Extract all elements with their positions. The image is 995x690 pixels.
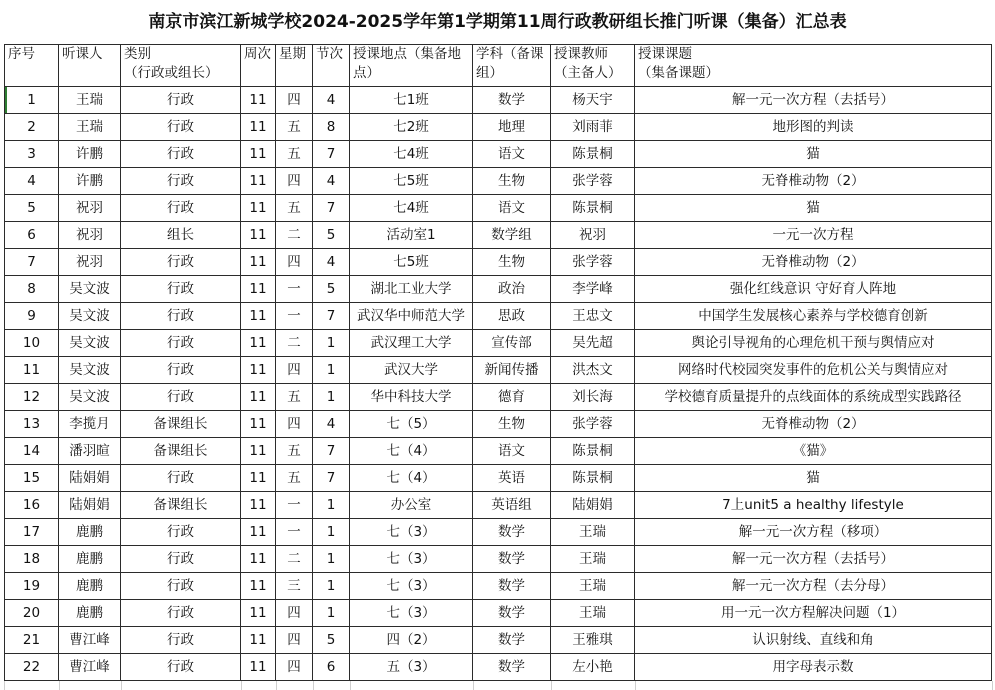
- table-cell[interactable]: 武汉大学: [350, 357, 473, 384]
- table-cell[interactable]: 四: [276, 168, 313, 195]
- table-cell[interactable]: 一: [276, 303, 313, 330]
- table-cell[interactable]: 7: [313, 141, 350, 168]
- table-cell[interactable]: 猫: [635, 465, 992, 492]
- table-cell[interactable]: 四: [276, 411, 313, 438]
- table-cell[interactable]: 武汉理工大学: [350, 330, 473, 357]
- table-cell[interactable]: 三: [276, 573, 313, 600]
- table-cell[interactable]: 11: [241, 87, 276, 114]
- table-cell[interactable]: 10: [5, 330, 59, 357]
- table-cell[interactable]: 5: [313, 222, 350, 249]
- table-cell[interactable]: 陈景桐: [551, 465, 635, 492]
- table-cell[interactable]: 吴文波: [59, 330, 121, 357]
- table-cell[interactable]: 七4班: [350, 141, 473, 168]
- table-cell[interactable]: 二: [276, 546, 313, 573]
- table-cell[interactable]: 四: [276, 627, 313, 654]
- table-cell[interactable]: 祝羽: [59, 222, 121, 249]
- table-cell[interactable]: 11: [241, 276, 276, 303]
- table-cell[interactable]: 德育: [473, 384, 551, 411]
- table-cell[interactable]: 王瑞: [59, 87, 121, 114]
- table-cell[interactable]: 王雅琪: [551, 627, 635, 654]
- table-cell[interactable]: 英语: [473, 465, 551, 492]
- header-cell[interactable]: 序号: [5, 45, 59, 87]
- table-cell[interactable]: 行政: [121, 573, 241, 600]
- table-cell[interactable]: 21: [5, 627, 59, 654]
- header-row: [5, 45, 992, 87]
- table-cell[interactable]: 6: [5, 222, 59, 249]
- table-cell[interactable]: 吴文波: [59, 384, 121, 411]
- table-cell[interactable]: 七4班: [350, 195, 473, 222]
- table-cell[interactable]: 1: [313, 384, 350, 411]
- table-cell[interactable]: 行政: [121, 384, 241, 411]
- table-cell[interactable]: 6: [313, 654, 350, 681]
- table-cell[interactable]: 七1班: [350, 87, 473, 114]
- table-cell[interactable]: 吴文波: [59, 276, 121, 303]
- table-cell[interactable]: 4: [313, 249, 350, 276]
- table-cell[interactable]: 七（5）: [350, 411, 473, 438]
- table-cell[interactable]: 行政: [121, 519, 241, 546]
- table-cell[interactable]: 一: [276, 276, 313, 303]
- table-row: [5, 168, 992, 195]
- table-cell[interactable]: 猫: [635, 195, 992, 222]
- table-cell[interactable]: 七（4）: [350, 438, 473, 465]
- table-cell[interactable]: 11: [241, 411, 276, 438]
- table-cell[interactable]: 7: [313, 303, 350, 330]
- table-cell[interactable]: 11: [241, 600, 276, 627]
- table-cell[interactable]: 行政: [121, 168, 241, 195]
- table-cell[interactable]: 4: [313, 411, 350, 438]
- table-cell[interactable]: 1: [313, 519, 350, 546]
- table-cell[interactable]: 行政: [121, 654, 241, 681]
- table-cell[interactable]: 11: [241, 627, 276, 654]
- table-cell[interactable]: 王忠文: [551, 303, 635, 330]
- table-cell[interactable]: 行政: [121, 303, 241, 330]
- table-cell[interactable]: 3: [5, 141, 59, 168]
- header-cell[interactable]: 授课课题 （集备课题）: [635, 45, 992, 87]
- table-cell[interactable]: 1: [313, 492, 350, 519]
- table-cell[interactable]: 行政: [121, 465, 241, 492]
- table-cell[interactable]: 思政: [473, 303, 551, 330]
- table-cell[interactable]: 湖北工业大学: [350, 276, 473, 303]
- table-cell[interactable]: 生物: [473, 249, 551, 276]
- table-cell[interactable]: 猫: [635, 141, 992, 168]
- table-cell[interactable]: 陈景桐: [551, 141, 635, 168]
- table-cell[interactable]: 11: [241, 303, 276, 330]
- table-cell[interactable]: 舆论引导视角的心理危机干预与舆情应对: [635, 330, 992, 357]
- table-cell[interactable]: 行政: [121, 249, 241, 276]
- table-cell[interactable]: 四: [276, 600, 313, 627]
- table-cell[interactable]: 11: [241, 357, 276, 384]
- next-empty-row: [4, 681, 992, 690]
- table-cell[interactable]: 杨天宇: [551, 87, 635, 114]
- table-cell[interactable]: 1: [313, 357, 350, 384]
- table-row: [5, 519, 992, 546]
- table-cell[interactable]: 华中科技大学: [350, 384, 473, 411]
- table-cell[interactable]: 备课组长: [121, 438, 241, 465]
- table-cell[interactable]: 18: [5, 546, 59, 573]
- table-cell[interactable]: 12: [5, 384, 59, 411]
- sheet-title: 南京市滨江新城学校2024-2025学年第1学期第11周行政教研组长推门听课（集备）汇总表: [148, 12, 847, 32]
- table-row: [5, 357, 992, 384]
- table-row: [5, 330, 992, 357]
- table-cell[interactable]: 解一元一次方程（去分母）: [635, 573, 992, 600]
- table-cell[interactable]: 四: [276, 249, 313, 276]
- table-cell[interactable]: 11: [241, 438, 276, 465]
- table-cell[interactable]: 语文: [473, 195, 551, 222]
- table-cell[interactable]: 五: [276, 141, 313, 168]
- table-cell[interactable]: 14: [5, 438, 59, 465]
- table-cell[interactable]: 武汉华中师范大学: [350, 303, 473, 330]
- table-cell[interactable]: 11: [241, 249, 276, 276]
- table-cell[interactable]: 9: [5, 303, 59, 330]
- table-cell[interactable]: 11: [241, 465, 276, 492]
- header-cell[interactable]: 周次: [241, 45, 276, 87]
- table-cell[interactable]: 解一元一次方程（去括号）: [635, 546, 992, 573]
- table-cell[interactable]: 7上unit5 a healthy lifestyle: [635, 492, 992, 519]
- table-cell[interactable]: 李揽月: [59, 411, 121, 438]
- table-cell[interactable]: 陈景桐: [551, 195, 635, 222]
- table-cell[interactable]: 强化红线意识 守好育人阵地: [635, 276, 992, 303]
- table-cell[interactable]: 七（3）: [350, 546, 473, 573]
- table-cell[interactable]: 鹿鹏: [59, 519, 121, 546]
- table-cell[interactable]: 陈景桐: [551, 438, 635, 465]
- table-row: [5, 627, 992, 654]
- table-cell[interactable]: 五: [276, 465, 313, 492]
- table-cell[interactable]: 22: [5, 654, 59, 681]
- table-cell[interactable]: 行政: [121, 600, 241, 627]
- table-cell[interactable]: 1: [313, 330, 350, 357]
- table-cell[interactable]: 语文: [473, 141, 551, 168]
- table-cell[interactable]: 张学蓉: [551, 411, 635, 438]
- table-cell[interactable]: 1: [5, 87, 59, 114]
- table-cell[interactable]: 数学: [473, 627, 551, 654]
- table-cell[interactable]: 5: [313, 276, 350, 303]
- table-cell[interactable]: 行政: [121, 357, 241, 384]
- table-cell[interactable]: 一: [276, 519, 313, 546]
- table-cell[interactable]: 7: [313, 438, 350, 465]
- table-cell[interactable]: 行政: [121, 195, 241, 222]
- table-cell[interactable]: 王瑞: [551, 519, 635, 546]
- table-cell[interactable]: 一: [276, 492, 313, 519]
- table-cell[interactable]: 数学: [473, 654, 551, 681]
- table-cell[interactable]: 11: [241, 141, 276, 168]
- table-cell[interactable]: 五: [276, 114, 313, 141]
- table-cell[interactable]: 祝羽: [551, 222, 635, 249]
- table-cell[interactable]: 11: [241, 222, 276, 249]
- table-cell[interactable]: 许鹏: [59, 168, 121, 195]
- table-cell[interactable]: 11: [241, 519, 276, 546]
- table-cell[interactable]: 无脊椎动物（2）: [635, 411, 992, 438]
- table-cell[interactable]: 五: [276, 438, 313, 465]
- table-cell[interactable]: 15: [5, 465, 59, 492]
- table-cell[interactable]: 七（4）: [350, 465, 473, 492]
- table-cell[interactable]: 学校德育质量提升的点线面体的系统成型实践路径: [635, 384, 992, 411]
- table-cell[interactable]: 11: [241, 168, 276, 195]
- table-cell[interactable]: 七（3）: [350, 519, 473, 546]
- table-cell[interactable]: 生物: [473, 168, 551, 195]
- table-cell[interactable]: 11: [241, 384, 276, 411]
- table-cell[interactable]: 2: [5, 114, 59, 141]
- table-cell[interactable]: 生物: [473, 411, 551, 438]
- table-cell[interactable]: 行政: [121, 141, 241, 168]
- table-row: [5, 600, 992, 627]
- table-cell[interactable]: 《猫》: [635, 438, 992, 465]
- table-cell[interactable]: 4: [313, 168, 350, 195]
- table-cell[interactable]: 四: [276, 357, 313, 384]
- table-cell[interactable]: 李学峰: [551, 276, 635, 303]
- table-cell[interactable]: 8: [313, 114, 350, 141]
- table-cell[interactable]: 左小艳: [551, 654, 635, 681]
- table-cell[interactable]: 鹿鹏: [59, 600, 121, 627]
- table-row: [5, 114, 992, 141]
- table-cell[interactable]: 11: [241, 195, 276, 222]
- table-cell[interactable]: 地理: [473, 114, 551, 141]
- table-cell[interactable]: 中国学生发展核心素养与学校德育创新: [635, 303, 992, 330]
- table-cell[interactable]: 一元一次方程: [635, 222, 992, 249]
- table-cell[interactable]: 张学蓉: [551, 168, 635, 195]
- table-cell[interactable]: 鹿鹏: [59, 573, 121, 600]
- table-cell[interactable]: 宣传部: [473, 330, 551, 357]
- table-cell[interactable]: 王瑞: [59, 114, 121, 141]
- table-cell[interactable]: 活动室1: [350, 222, 473, 249]
- table-cell[interactable]: 用一元一次方程解决问题（1）: [635, 600, 992, 627]
- table-cell[interactable]: 曹江峰: [59, 627, 121, 654]
- table-cell[interactable]: 五: [276, 384, 313, 411]
- header-cell[interactable]: 学科（备课组）: [473, 45, 551, 87]
- table-row: [5, 222, 992, 249]
- table-cell[interactable]: 17: [5, 519, 59, 546]
- table-cell[interactable]: 行政: [121, 546, 241, 573]
- table-cell[interactable]: 七（3）: [350, 573, 473, 600]
- summary-table: [4, 44, 992, 681]
- table-cell[interactable]: 5: [5, 195, 59, 222]
- table-cell[interactable]: 行政: [121, 87, 241, 114]
- table-row: [5, 195, 992, 222]
- table-cell[interactable]: 16: [5, 492, 59, 519]
- table-cell[interactable]: 数学组: [473, 222, 551, 249]
- table-cell[interactable]: 曹江峰: [59, 654, 121, 681]
- table-cell[interactable]: 行政: [121, 114, 241, 141]
- table-cell[interactable]: 11: [241, 573, 276, 600]
- table-cell[interactable]: 语文: [473, 438, 551, 465]
- table-cell[interactable]: 11: [241, 654, 276, 681]
- table-cell[interactable]: 鹿鹏: [59, 546, 121, 573]
- table-cell[interactable]: 11: [241, 114, 276, 141]
- table-cell[interactable]: 二: [276, 330, 313, 357]
- table-cell[interactable]: 吴文波: [59, 357, 121, 384]
- table-cell[interactable]: 七5班: [350, 168, 473, 195]
- table-cell[interactable]: 王瑞: [551, 573, 635, 600]
- table-cell[interactable]: 组长: [121, 222, 241, 249]
- table-cell[interactable]: 祝羽: [59, 249, 121, 276]
- table-cell[interactable]: 备课组长: [121, 492, 241, 519]
- table-cell[interactable]: 11: [241, 492, 276, 519]
- table-cell[interactable]: 二: [276, 222, 313, 249]
- header-cell[interactable]: 授课地点（集备地点）: [350, 45, 473, 87]
- table-row: [5, 411, 992, 438]
- header-cell[interactable]: 听课人: [59, 45, 121, 87]
- table-cell[interactable]: 潘羽暄: [59, 438, 121, 465]
- table-row: [5, 276, 992, 303]
- table-cell[interactable]: 地形图的判读: [635, 114, 992, 141]
- table-cell[interactable]: 7: [313, 465, 350, 492]
- table-row: [5, 546, 992, 573]
- table-cell[interactable]: 吴先超: [551, 330, 635, 357]
- table-cell[interactable]: 认识射线、直线和角: [635, 627, 992, 654]
- table-row: [5, 465, 992, 492]
- table-row: [5, 492, 992, 519]
- table-cell[interactable]: 备课组长: [121, 411, 241, 438]
- table-cell[interactable]: 无脊椎动物（2）: [635, 249, 992, 276]
- table-cell[interactable]: 陆娟娟: [59, 492, 121, 519]
- table-cell[interactable]: 刘雨菲: [551, 114, 635, 141]
- table-cell[interactable]: 用字母表示数: [635, 654, 992, 681]
- table-cell[interactable]: 行政: [121, 627, 241, 654]
- table-cell[interactable]: 四: [276, 654, 313, 681]
- table-cell[interactable]: 洪杰文: [551, 357, 635, 384]
- table-cell[interactable]: 数学: [473, 546, 551, 573]
- table-cell[interactable]: 七5班: [350, 249, 473, 276]
- table-row: [5, 141, 992, 168]
- table-cell[interactable]: 行政: [121, 276, 241, 303]
- table-row: [5, 303, 992, 330]
- table-cell[interactable]: 许鹏: [59, 141, 121, 168]
- table-cell[interactable]: 数学: [473, 600, 551, 627]
- table-row: [5, 384, 992, 411]
- table-cell[interactable]: 七2班: [350, 114, 473, 141]
- table-cell[interactable]: 19: [5, 573, 59, 600]
- table-cell[interactable]: 数学: [473, 519, 551, 546]
- table-cell[interactable]: 王瑞: [551, 600, 635, 627]
- table-cell[interactable]: 4: [313, 87, 350, 114]
- table-cell[interactable]: 吴文波: [59, 303, 121, 330]
- table-cell[interactable]: 网络时代校园突发事件的危机公关与舆情应对: [635, 357, 992, 384]
- table-cell[interactable]: 20: [5, 600, 59, 627]
- table-cell[interactable]: 陆娟娟: [551, 492, 635, 519]
- table-cell[interactable]: 5: [313, 627, 350, 654]
- table-cell[interactable]: 11: [241, 330, 276, 357]
- table-cell[interactable]: 7: [313, 195, 350, 222]
- table-cell[interactable]: 11: [241, 546, 276, 573]
- table-cell[interactable]: 张学蓉: [551, 249, 635, 276]
- table-cell[interactable]: 1: [313, 573, 350, 600]
- table-cell[interactable]: 陆娟娟: [59, 465, 121, 492]
- table-cell[interactable]: 行政: [121, 330, 241, 357]
- table-cell[interactable]: 新闻传播: [473, 357, 551, 384]
- table-cell[interactable]: 8: [5, 276, 59, 303]
- table-cell[interactable]: 解一元一次方程（去括号）: [635, 87, 992, 114]
- header-cell[interactable]: 类别 （行政或组长）: [121, 45, 241, 87]
- table-cell[interactable]: 七（3）: [350, 600, 473, 627]
- table-cell[interactable]: 政治: [473, 276, 551, 303]
- header-cell[interactable]: 节次: [313, 45, 350, 87]
- table-row: [5, 249, 992, 276]
- table-cell[interactable]: 王瑞: [551, 546, 635, 573]
- table-cell[interactable]: 四（2）: [350, 627, 473, 654]
- table-cell[interactable]: 办公室: [350, 492, 473, 519]
- table-row: [5, 87, 992, 114]
- table-cell[interactable]: 解一元一次方程（移项）: [635, 519, 992, 546]
- table-row: [5, 654, 992, 681]
- table-cell[interactable]: 无脊椎动物（2）: [635, 168, 992, 195]
- table-cell[interactable]: 五: [276, 195, 313, 222]
- table-cell[interactable]: 五（3）: [350, 654, 473, 681]
- table-cell[interactable]: 刘长海: [551, 384, 635, 411]
- table-cell[interactable]: 11: [5, 357, 59, 384]
- table-cell[interactable]: 7: [5, 249, 59, 276]
- table-row: [5, 438, 992, 465]
- table-cell[interactable]: 13: [5, 411, 59, 438]
- table-cell[interactable]: 英语组: [473, 492, 551, 519]
- table-cell[interactable]: 数学: [473, 87, 551, 114]
- table-cell[interactable]: 四: [276, 87, 313, 114]
- table-cell[interactable]: 1: [313, 600, 350, 627]
- table-cell[interactable]: 数学: [473, 573, 551, 600]
- header-cell[interactable]: 授课教师 （主备人）: [551, 45, 635, 87]
- table-cell[interactable]: 祝羽: [59, 195, 121, 222]
- table-cell[interactable]: 1: [313, 546, 350, 573]
- table-cell[interactable]: 4: [5, 168, 59, 195]
- header-cell[interactable]: 星期: [276, 45, 313, 87]
- table-row: [5, 573, 992, 600]
